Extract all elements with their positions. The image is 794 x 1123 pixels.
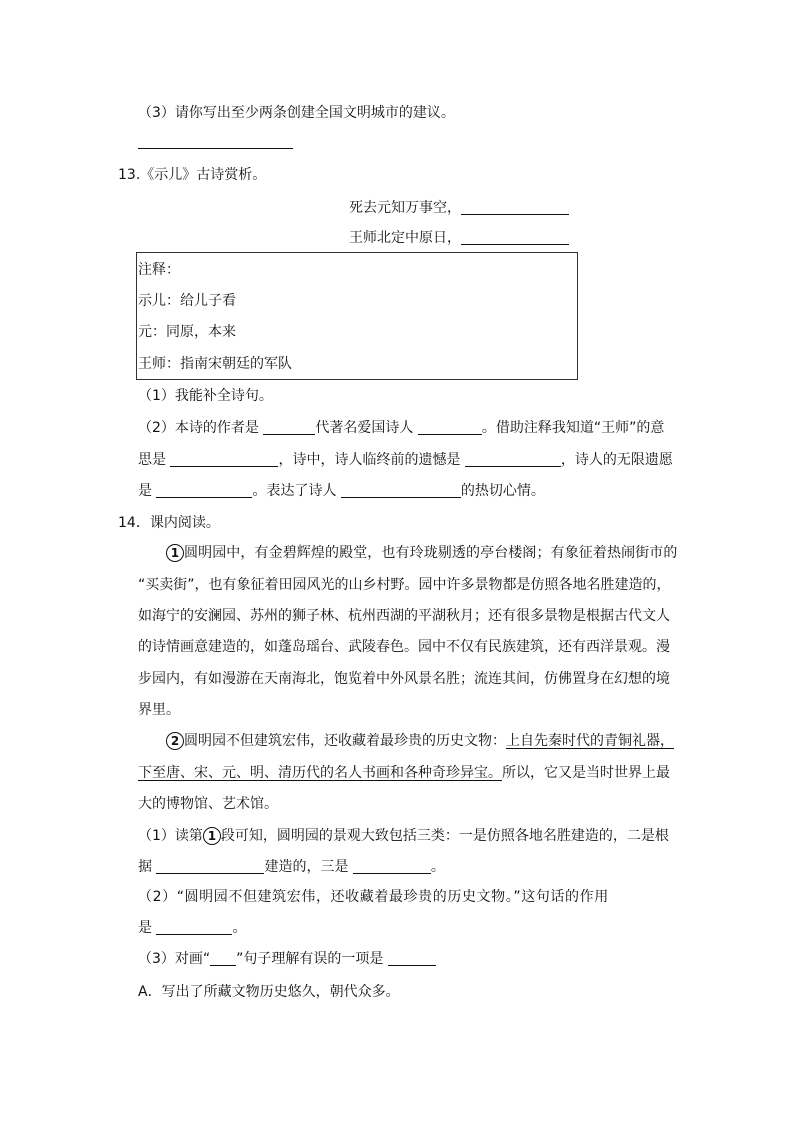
q14-sub1-para-number: 1	[203, 827, 221, 845]
q13-sub2-text-c: 。借助注释我知道“王师”的意	[481, 420, 665, 436]
q14-sub2-text-b: 是	[138, 920, 152, 936]
q14-sub1-text-b: 段可知，圆明园的景观大致包括三类：一是仿照各地名胜建造的，二是根	[220, 828, 669, 844]
note-2: 元：同原，本来	[138, 324, 236, 340]
q14-sub1-text-c: 据	[138, 859, 152, 875]
poem-line-2-text: 王师北定中原日，	[349, 230, 461, 246]
para1-line3: 如海宁的安澜园、苏州的狮子林、杭州西湖的平湖秋月；还有很多景物是根据古代文人	[138, 608, 670, 624]
q14-sub3	[138, 949, 436, 969]
para2-line3: 大的博物馆、艺术馆。	[138, 796, 278, 812]
para2-line1	[166, 731, 674, 751]
para1-line5: 步园内，有如漫游在天南海北，饱览着中外风景名胜；流连其间，仿佛置身在幻想的境	[138, 671, 670, 687]
para2-number: 2	[166, 732, 184, 750]
q14-sub2-line1: （2）“圆明园不但建筑宏伟，还收藏着最珍贵的历史文物。”这句话的作用	[138, 889, 609, 905]
underline-sample	[210, 951, 236, 966]
q13-sub2-text-f: ，诗人的无限遗愿	[560, 452, 673, 468]
q14-title: 14．课内阅读。	[118, 515, 220, 531]
q13-sub2-line1	[138, 418, 664, 438]
q12-sub3: （3）请你写出至少两条创建全国文明城市的建议。	[138, 105, 455, 121]
q14-sub2-line2	[138, 918, 246, 938]
q14-sub3-text-b: ”句子理解有误的一项是	[236, 951, 384, 967]
choice-blank[interactable]	[388, 951, 436, 966]
para2-underlined-2: 下至唐、宋、元、明、清历代的名人书画和各种奇珍异宝。	[138, 765, 502, 781]
q13-title: 13.《示儿》古诗赏析。	[118, 167, 267, 183]
q14-sub1-line1	[138, 826, 669, 846]
q13-sub2-text-a: （2）本诗的作者是	[138, 420, 259, 436]
para2-line2-text: 所以，它又是当时世界上最	[502, 765, 670, 781]
para1-line2: “买卖街”，也有象征着田园风光的山乡村野。园中许多景物都是仿照各地名胜建造的，	[138, 577, 671, 593]
q13-sub2-text-b: 代著名爱国诗人	[315, 420, 414, 436]
author-blank[interactable]	[263, 420, 315, 435]
q13-sub2-text-h: 。表达了诗人	[252, 483, 337, 499]
poem-line-1	[349, 198, 569, 218]
note-1: 示儿：给儿子看	[138, 293, 236, 309]
q13-sub2-text-d: 思是	[138, 452, 166, 468]
landscape-type3-blank[interactable]	[353, 859, 431, 874]
q13-sub1: （1）我能补全诗句。	[138, 388, 273, 404]
para1-number: 1	[166, 544, 184, 562]
q14-sub1-text-d: 建造的，三是	[264, 859, 349, 875]
q14-sub2-text-c: 。	[232, 920, 247, 936]
q13-sub2-text-g: 是	[138, 483, 152, 499]
poem-line-2-blank[interactable]	[461, 230, 569, 245]
meaning-blank[interactable]	[170, 452, 278, 467]
para2-underlined-1: 上自先秦时代的青铜礼器，	[506, 733, 674, 749]
para1-line6: 界里。	[138, 702, 180, 718]
para1-line1-text: 圆明园中，有金碧辉煌的殿堂，也有玲珑剔透的亭台楼阁；有象征着热闹街市的	[184, 545, 678, 561]
q14-sub1-line2	[138, 857, 445, 877]
q13-sub2-text-e: ，诗中，诗人临终前的遗憾是	[278, 452, 461, 468]
q12-answer-line[interactable]	[138, 148, 293, 149]
regret-blank[interactable]	[465, 452, 561, 467]
q13-sub2-text-i: 的热切心情。	[460, 483, 545, 499]
q13-sub2-line3	[138, 481, 545, 501]
poem-line-1-blank[interactable]	[461, 200, 569, 215]
q14-sub1-text-a: （1）读第	[138, 828, 203, 844]
poet-blank[interactable]	[418, 420, 482, 435]
feeling-blank[interactable]	[341, 483, 461, 498]
poem-line-2	[349, 228, 569, 248]
q13-sub2-line2	[138, 450, 673, 470]
poem-line-1-text: 死去元知万事空，	[349, 200, 461, 216]
q14-sub3-text-a: （3）对画“	[138, 951, 211, 967]
q14-sub1-text-e: 。	[430, 859, 445, 875]
para2-line2	[138, 763, 670, 783]
landscape-type2-blank[interactable]	[156, 859, 264, 874]
para2-line1-text: 圆明园不但建筑宏伟，还收藏着最珍贵的历史文物：	[184, 733, 506, 749]
note-3: 王师：指南宋朝廷的军队	[138, 356, 292, 372]
wish-blank[interactable]	[156, 483, 252, 498]
para1-line1	[166, 543, 678, 563]
notes-heading: 注释：	[138, 262, 180, 278]
option-a[interactable]: A．写出了所藏文物历史悠久，朝代众多。	[138, 984, 400, 1000]
para1-line4: 的诗情画意建造的，如蓬岛瑶台、武陵春色。园中不仅有民族建筑，还有西洋景观。漫	[138, 639, 670, 655]
sentence-function-blank[interactable]	[156, 920, 232, 935]
